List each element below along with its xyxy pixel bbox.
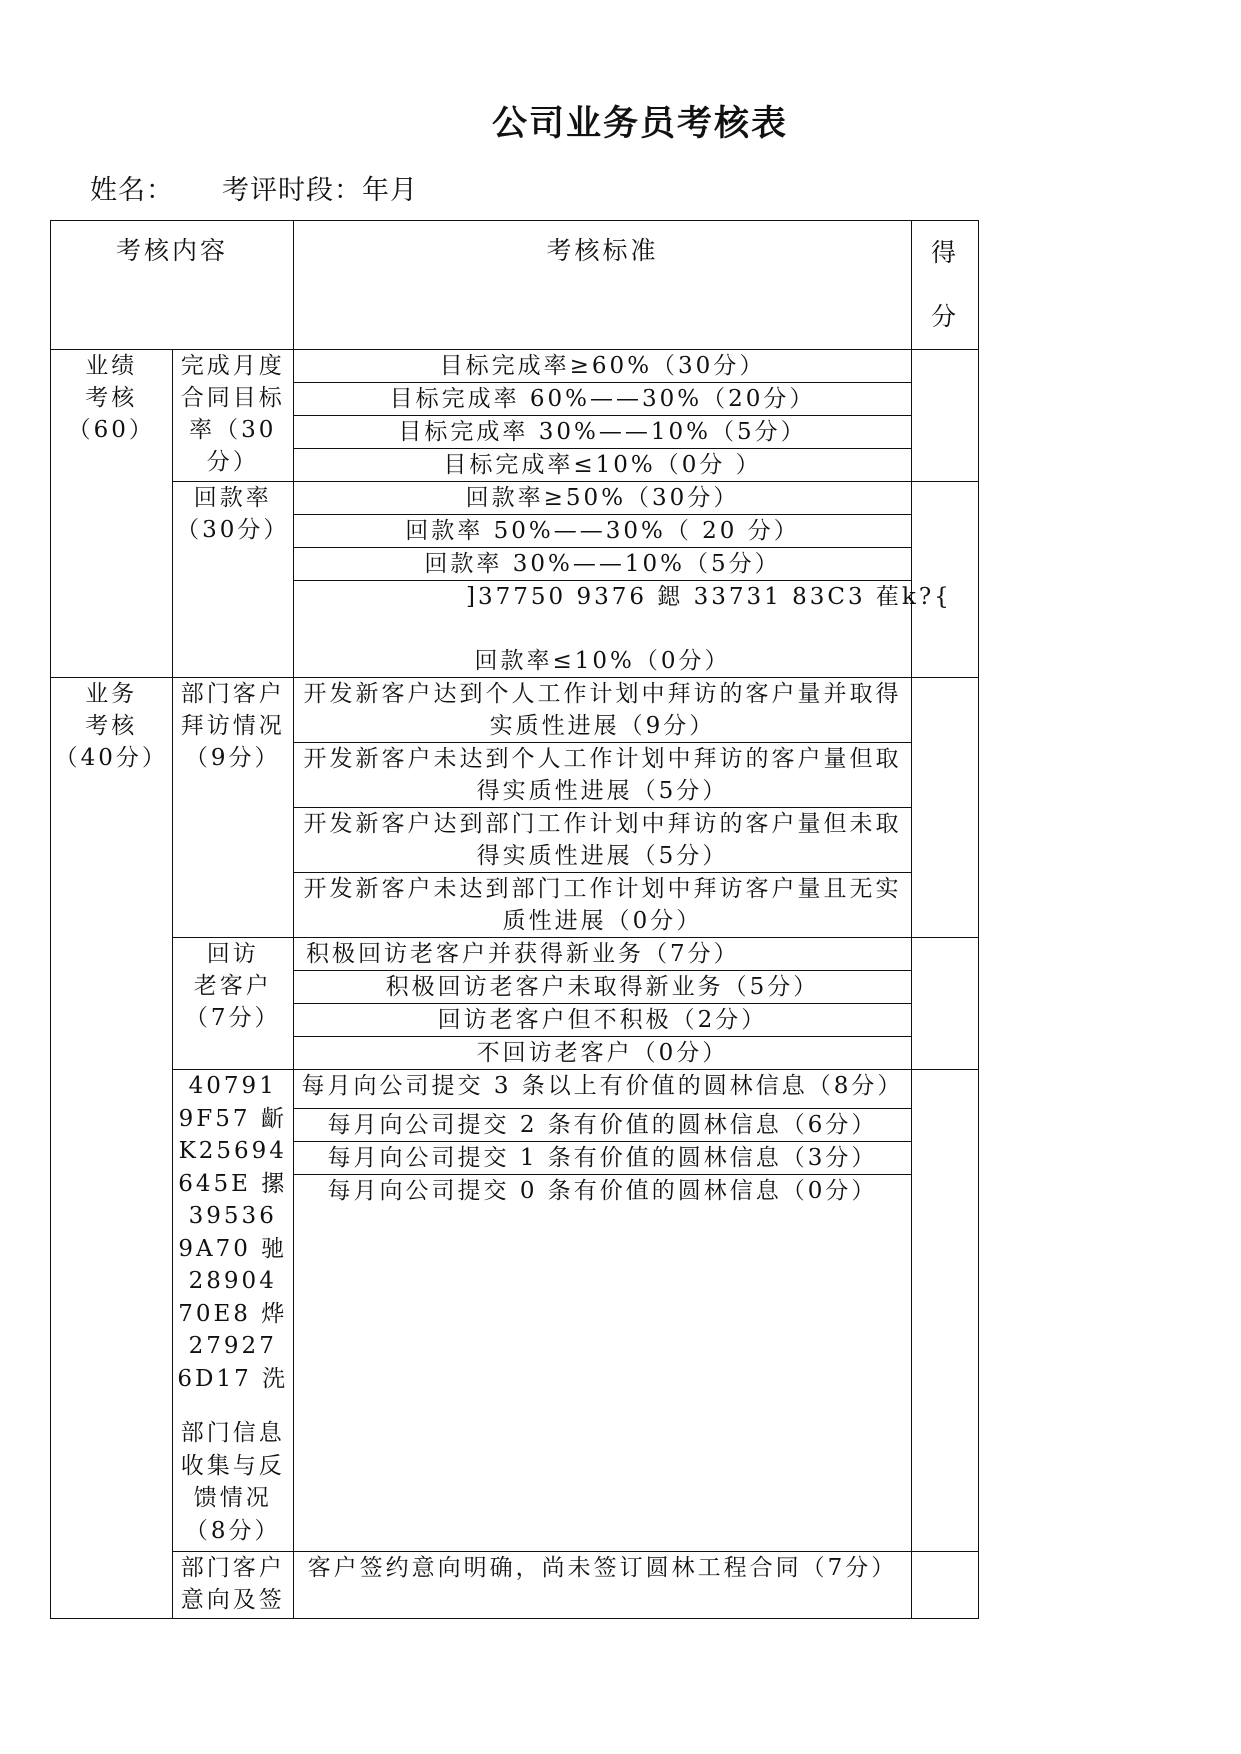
score-cell [912, 1552, 979, 1619]
visit-item: 开发新客户未达到个人工作计划中拜访的客户量但取 得实质性进展（5分） [294, 743, 912, 808]
meta-line [90, 168, 418, 207]
garbled-text: 6D17 洗 [177, 1365, 289, 1392]
contract-label: 完成月度 合同目标 率（30分） [172, 350, 294, 482]
table-row [51, 938, 979, 971]
score-cell [912, 938, 979, 1070]
intent-label: 部门客户 意向及签 [172, 1552, 294, 1619]
table-row [51, 482, 979, 515]
garbled-text: 39536 [188, 1203, 277, 1229]
table-row [51, 1552, 979, 1619]
garbled-text: 9A70 驰 [178, 1235, 288, 1262]
visit-item: 开发新客户未达到部门工作计划中拜访客户量且无实 质性进展（0分） [294, 873, 912, 938]
table-row [51, 1070, 979, 1109]
contract-item: 目标完成率≥60%（30分） [294, 350, 912, 383]
garbled-text: 27927 [188, 1333, 277, 1359]
info-item: 每月向公司提交 1 条有价值的圆林信息（3分） [294, 1142, 912, 1175]
garbled-text: K25694 [178, 1138, 287, 1164]
score-cell [912, 350, 979, 482]
payback-item-last: ]37750 9376 鍶 33731 83C3 萑k?{ 回款率≤10%（0分） [294, 581, 912, 678]
garbled-text: 645E 摞 [178, 1170, 288, 1197]
table-row [51, 350, 979, 383]
score-cell [912, 1070, 979, 1552]
contract-item: 目标完成率 30%——10%（5分） [294, 416, 912, 449]
payback-item: 回款率 50%——30%（ 20 分） [294, 515, 912, 548]
contract-item: 目标完成率≤10%（0分 ） [294, 449, 912, 482]
header-score: 得 分 [912, 221, 979, 350]
visit-item: 开发新客户达到个人工作计划中拜访的客户量并取得 实质性进展（9分） [294, 678, 912, 743]
period-label: 考评时段：年月 [222, 175, 418, 206]
payback-label: 回款率 （30分） [172, 482, 294, 678]
payback-item: 回款率≥50%（30分） [294, 482, 912, 515]
score-cell [912, 482, 979, 678]
assessment-table [50, 220, 979, 1619]
score-cell [912, 678, 979, 938]
page-title: 公司业务员考核表 [491, 104, 788, 144]
header-content: 考核内容 [51, 221, 294, 350]
garbled-text: 28904 [188, 1268, 277, 1294]
info-item: 每月向公司提交 2 条有价值的圆林信息（6分） [294, 1109, 912, 1142]
contract-item: 目标完成率 60%——30%（20分） [294, 383, 912, 416]
garbled-text: 40791 [188, 1073, 277, 1099]
info-item: 每月向公司提交 3 条以上有价值的圆林信息（8分） [294, 1070, 912, 1109]
visit-label: 部门客户 拜访情况 （9分） [172, 678, 294, 938]
revisit-item: 回访老客户但不积极（2分） [294, 1004, 912, 1037]
business-label: 业务 考核 （40分） [51, 678, 173, 1619]
table-row [51, 678, 979, 743]
revisit-item: 积极回访老客户并获得新业务（7分） [294, 938, 912, 971]
revisit-item: 不回访老客户（0分） [294, 1037, 912, 1070]
revisit-label: 回访 老客户 （7分） [172, 938, 294, 1070]
intent-item: 客户签约意向明确，尚未签订圆林工程合同（7分） [294, 1552, 912, 1619]
table-header-row [51, 221, 979, 350]
garbled-text: ]37750 9376 鍶 33731 83C3 萑k?{ [466, 584, 952, 610]
info-label: 40791 9F57 齗 K25694 645E 摞 39536 9A70 驰 28904 70E8 烨 27927 6D17 洗 部门信息 收集与反 馈情况 （8分） [172, 1070, 294, 1552]
header-standard: 考核标准 [294, 221, 912, 350]
name-label: 姓名： [90, 175, 174, 206]
payback-item: 回款率 30%——10%（5分） [294, 548, 912, 581]
garbled-text: 70E8 烨 [178, 1300, 288, 1327]
info-item: 每月向公司提交 0 条有价值的圆林信息（0分） [294, 1175, 912, 1552]
visit-item: 开发新客户达到部门工作计划中拜访的客户量但未取 得实质性进展（5分） [294, 808, 912, 873]
perf-label: 业绩 考核 （60） [51, 350, 173, 678]
revisit-item: 积极回访老客户未取得新业务（5分） [294, 971, 912, 1004]
garbled-text: 9F57 齗 [178, 1105, 287, 1132]
